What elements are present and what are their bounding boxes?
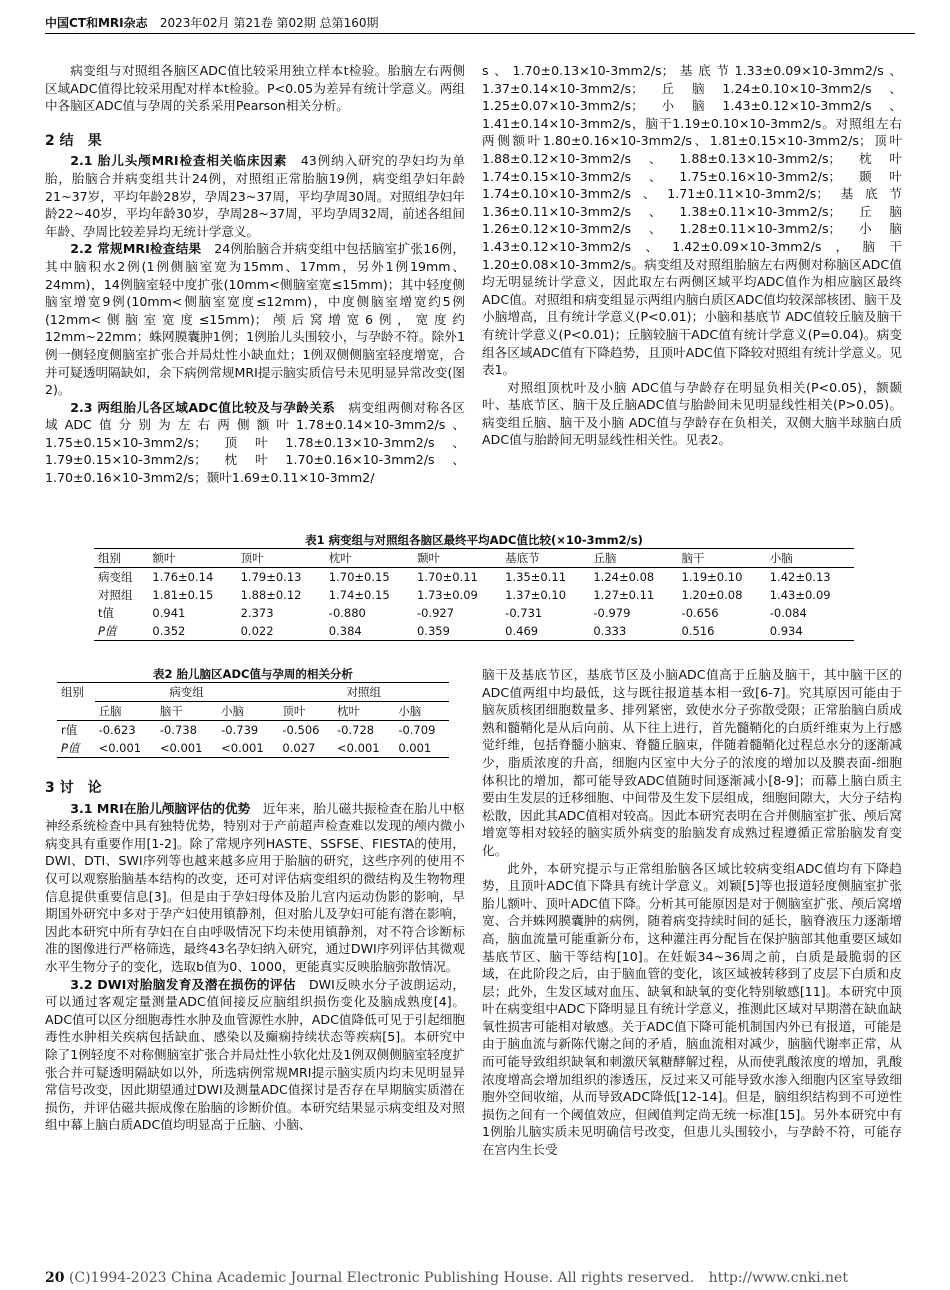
table-row: [94, 568, 854, 587]
discussion-continued: 脑干及基底节区，基底节区及小脑ADC值高于丘脑及脑干，其中脑干区的ADC值两组中均最低，这与既往报道基本相一致[6-7]。究其原因可能由于脑灰质核团细胞数量多、排列紧密，致使水分子弥散受限；正常胎脑白质成熟和髓鞘化是从后向前、从下往上进行，首先髓鞘化的白质纤维束为上行感觉纤维，包括脊髓小脑束、脊髓丘脑束，伴随着髓鞘化过程总水分的逐渐减少，脂质浓度的升高，细胞内区室中大分子的浓度的增加以及膜表面-细胞体积比的增加，都可能导致ADC值随时间逐渐减小[8-9]；而幕上脑白质主要由生发层的迁移细胞、中间带及生发下层组成，细胞间隙大，大分子结构松散，因此其ADC值相对较高。因此本研究表明在合并侧脑室扩张、颅后窝增宽等相对较轻的脑实质外病变的胎脑发育成熟过程遵循正常胎脑发育变化。: [482, 667, 902, 858]
table-row: [94, 604, 854, 622]
table-cell: -0.728: [337, 723, 375, 737]
table2-subheader: 小脑: [217, 702, 278, 721]
table-row: [94, 586, 854, 604]
section-3-2-text: DWI反映水分子波朗运动，可以通过客观定量测量ADC值间接反应脑组织损伤变化及脑成熟度[4]。ADC值可以区分细胞毒性水肿及血管源性水肿，ADC值降低可见于引起细胞毒性水肿相关疾病包括缺血、感染以及癫痫持续状态等疾病[5]。本研究中除了1例轻度不对称侧脑室扩张合并局灶性小软化灶及1例双侧侧脑室轻度扩张合并可疑透明隔缺如以外，所选病例常规MRI提示脑实质内均未见明显异常信号改变，因此期望通过DWI及测量ADC值探讨是否存在早期脑实质潜在损伤，并评估磁共振成像在胎脑的诊断价值。本研究结果显示病变组及对照组中幕上脑白质ADC值均明显高于丘脑、小脑、: [45, 976, 465, 1133]
table-cell: t值: [98, 606, 115, 620]
right-column-top: [482, 62, 902, 449]
section-3-1-text: 近年来，胎儿磁共振检查在胎儿中枢神经系统检查中具有独特优势，特别对于产前超声检查难以发现的颅内微小病变具有重要作用[1-2]。除了常规序列HASTE、SSFSE、FIESTA的使用，DWI、DTI、SWI序列等也越来越多应用于胎脑的研究，这些序列的使用不仅可以观察胎脑基本结构的改变，还可对评估病变组织的微结构及生物物理信息提供重要信息[3]。但是由于孕妇母体及胎儿宫内运动伪影的影响，早期国外研究中多对于孕产妇使用镇静剂，但对胎儿及孕妇可能有潜在影响，因此本研究中所有孕妇在自由呼吸情况下均未使用镇静剂，对不符合诊断标准的图像进行严格筛选，最终43名孕妇纳入研究，通过DWI序列评估其微观水平生物分子的变化，选取b值为0、1000，更能真实反映胎脑弥散情况。: [45, 800, 465, 974]
issue-info: 2023年02月 第21卷 第02期 总第160期: [159, 16, 379, 30]
right-column-bottom: [482, 666, 902, 1159]
table-cell: 1.73±0.09: [416, 588, 478, 602]
table-cell: 2.373: [240, 606, 274, 620]
correlation-paragraph: 对照组顶枕叶及小脑 ADC值与孕龄存在明显负相关(P<0.05)，额颞叶、基底节区、脑干及丘脑ADC值与胎龄间未见明显线性相关(P>0.05)。病变组丘脑、脑干及小脑 ADC值与孕龄存在负相关，双侧大脑半球脑白质 ADC值与胎龄间无明显线性相关性。见表2。: [482, 379, 902, 448]
page-footer: [45, 1270, 848, 1286]
section-3-2-title: 3.2 DWI对胎脑发育及潜在损伤的评估: [70, 976, 296, 992]
table-cell: 0.469: [505, 624, 539, 638]
table-cell: r值: [61, 723, 78, 737]
table1-header: 基底节: [501, 549, 589, 568]
table-cell: 0.352: [152, 624, 186, 638]
table1: [94, 548, 854, 641]
table-cell: -0.738: [159, 723, 197, 737]
section-2-3: [45, 399, 465, 487]
table-cell: 1.20±0.08: [681, 588, 743, 602]
table-cell: 病变组: [98, 570, 133, 584]
table2-subheader: 顶叶: [278, 702, 333, 721]
running-header: [45, 14, 915, 31]
section-discussion-heading: 3 讨 论: [45, 780, 102, 796]
table2-subheader: 脑干: [156, 702, 217, 721]
table1-header: 丘脑: [589, 549, 677, 568]
table2-group-row: [57, 683, 449, 702]
section-2-3-text: 病变组两侧对称各区域ADC值分别为左右两侧额叶1.78±0.14×10-3mm2/s、1.75±0.15×10-3mm2/s；顶叶1.78±0.13×10-3mm2/s、1.79±0.15×10-3mm2/s；枕叶1.70±0.16×10-3mm2/s、1.70±0.16×10-3mm2/s；颞叶1.69±0.11×10-3mm2/: [45, 399, 466, 486]
copyright-text: (C)1994-2023 China Academic Journal Electronic Publishing House. All rights reserved.: [68, 1270, 695, 1286]
table-cell: <0.001: [159, 741, 203, 755]
footer-url: http://www.cnki.net: [708, 1270, 848, 1286]
table-cell: <0.001: [221, 741, 264, 755]
table-cell: P值: [61, 741, 80, 755]
table-cell: 对照组: [98, 588, 133, 602]
section-2-1-text: 43例纳入研究的孕妇均为单胎，胎脑合并病变组共计24例，对照组正常胎脑19例，病变组孕妇年龄21~37岁，平均年龄28岁，孕周23~37周，平均孕周30周。对照组孕妇年龄22~40岁，平均年龄30岁，孕周28~37周，平均孕周32周，前述各组间年龄、孕周比较差异均无统计学意义。: [45, 153, 465, 239]
section-3-2: [45, 976, 465, 1134]
table1-header: 顶叶: [237, 549, 325, 568]
table-cell: 0.359: [416, 624, 450, 638]
table-cell: 0.333: [593, 624, 627, 638]
discussion-paragraph-2: 此外，本研究提示与正常组胎脑各区域比较病变组ADC值均有下降趋势，且顶叶ADC值下降具有统计学意义。刘颖[5]等也报道轻度侧脑室扩张胎儿额叶、顶叶ADC值下降。分析其可能原因是对于侧脑室扩张、颅后窝增宽、合并蛛网膜囊肿的病例，随着病变持续时间的延长，脑脊液压力逐渐增高，脑血流量可能重新分布，这种灌注再分配旨在保护脑部其他重要区域如基底节区、脑干等结构[10]。在妊娠34~36周之前，白质是最脆弱的区域，在此阶段之后，由于脑血管的变化，该区域被转移到了皮层下白质和皮层；此外，生发区域对血压、缺氧和缺氧的变化特别敏感[11]。本研究中顶叶在病变组中ADC下降明显且有统计学意义，推测此区域对早期潜在缺血缺氧性损害可能相对敏感。关于ADC值下降可能机制国内外已有报道，可能是由于脑血流与新陈代谢之间的矛盾，脑血流相对减少，脑脑代谢率正常，从而可能导致组织缺氧和刺激厌氧糖酵解过程，从而使乳酸浓度的增加，乳酸浓度增高会增加组织的渗透压，反过来又可能导致水渗入细胞内区室导致细胞外空间收缩，从而导致ADC降低[12-14]。但是，脑组织结构到不可逆性损伤之间有一个阈值效应，但阈值判定尚无统一标准[15]。另外本研究中有1例胎儿脑实质未见明确信号改变，但患儿头围较小，与孕龄不符，可能存在宫内生长受: [482, 860, 902, 1158]
table2: [57, 682, 449, 758]
table-cell: 1.42±0.13: [769, 570, 831, 584]
table1-header: 组别: [94, 549, 148, 568]
section-3-1-title: 3.1 MRI在胎儿颅脑评估的优势: [70, 800, 251, 816]
table2-caption: 表2 胎儿脑区ADC值与孕周的相关分析: [153, 667, 353, 681]
table-cell: 1.88±0.12: [240, 588, 302, 602]
header-rule: [45, 33, 915, 34]
table-cell: 1.19±0.10: [681, 570, 743, 584]
section-results-heading: 2 结 果: [45, 132, 102, 149]
table-cell: -0.709: [398, 723, 436, 737]
table-cell: -0.979: [593, 606, 631, 620]
table-row: [94, 622, 854, 641]
table-cell: -0.731: [505, 606, 543, 620]
table1-header-row: [94, 549, 854, 568]
table2-subheader: 枕叶: [333, 702, 394, 721]
results-continued: s、1.70±0.13×10-3mm2/s；基底节1.33±0.09×10-3mm2/s、1.37±0.14×10-3mm2/s；丘脑1.24±0.10×10-3mm2/s、1.25±0.07×10-3mm2/s；小脑1.43±0.12×10-3mm2/s、1.41±0.14×10-3mm2/s，脑干1.19±0.10×10-3mm2/s。对照组左右两侧额叶1.80±0.16×10-3mm2/s、1.81±0.15×10-3mm2/s；顶叶1.88±0.12×10-3mm2/s、1.88±0.13×10-3mm2/s；枕叶1.74±0.15×10-3mm2/s、1.75±0.16×10-3mm2/s；颞叶1.74±0.10×10-3mm2/s、1.71±0.11×10-3mm2/s；基底节1.36±0.11×10-3mm2/s、1.38±0.11×10-3mm2/s；丘脑1.26±0.12×10-3mm2/s、1.28±0.11×10-3mm2/s；小脑1.43±0.12×10-3mm2/s、1.42±0.09×10-3mm2/s，脑干1.20±0.08×10-3mm2/s。病变组及对照组胎脑左右两侧对称脑区ADC值均无明显统计学意义，因此取左右两侧区域平均ADC值作为相应脑区最终ADC值。对照组和病变组显示两组内脑白质区ADC值均较深部核团、脑干及小脑增高，且有统计学意义(P<0.01)；小脑和基底节 ADC值较丘脑及脑干有统计学意义(P<0.01)；丘脑较脑干ADC值有统计学意义(P=0.04)。病变组各区域ADC值有下降趋势，且顶叶ADC值下降较对照组有统计学意义。见表1。: [482, 63, 902, 378]
table2-group-label: 组别: [61, 685, 84, 700]
section-2-3-title: 2.3 两组胎儿各区域ADC值比较及与孕龄关系: [70, 399, 336, 415]
table-cell: 1.81±0.15: [152, 588, 214, 602]
table2-empty-cell: [57, 702, 95, 721]
table-cell: -0.623: [98, 723, 136, 737]
table1-header: 脑干: [678, 549, 766, 568]
table-cell: -0.927: [416, 606, 455, 620]
table2-subheader: 丘脑: [95, 702, 156, 721]
table-cell: 0.027: [282, 741, 316, 755]
page-number: 20: [45, 1270, 65, 1286]
methods-paragraph: 病变组与对照组各脑区ADC值比较采用独立样本t检验。胎脑左右两侧区域ADC值得比较采用配对样本t检验。P<0.05为差异有统计学意义。两组中各脑区ADC值与孕周的关系采用Pearson相关分析。: [45, 63, 465, 114]
table-cell: -0.880: [328, 606, 366, 620]
table-row: [57, 721, 449, 740]
table-cell: 0.516: [681, 624, 715, 638]
section-3-1: [45, 800, 465, 976]
table-cell: <0.001: [98, 741, 142, 755]
table-cell: 1.27±0.11: [593, 588, 655, 602]
section-2-1-title: 2.1 胎儿头颅MRI检查相关临床因素: [70, 153, 288, 169]
table-row: [57, 739, 449, 758]
table1-header: 枕叶: [325, 549, 413, 568]
table2-subheader-row: [57, 702, 449, 721]
table2-group-lesion: 病变组: [95, 683, 279, 702]
table-cell: 0.001: [398, 741, 432, 755]
table-cell: -0.656: [681, 606, 719, 620]
table-cell: 1.35±0.11: [505, 570, 567, 584]
table1-header: 额叶: [148, 549, 236, 568]
table-cell: 0.022: [240, 624, 274, 638]
section-2-2-title: 2.2 常规MRI检查结果: [70, 241, 202, 257]
table1-header: 颞叶: [413, 549, 501, 568]
table-cell: 1.79±0.13: [240, 570, 302, 584]
table-cell: 1.37±0.10: [505, 588, 567, 602]
table-cell: -0.506: [282, 723, 320, 737]
table2-group-control: 对照组: [278, 683, 449, 702]
table-cell: -0.739: [221, 723, 259, 737]
left-column-bottom: [45, 780, 465, 1134]
table-cell: 1.43±0.09: [769, 588, 831, 602]
table-cell: -0.084: [769, 606, 807, 620]
table-cell: <0.001: [337, 741, 380, 755]
table-cell: 1.76±0.14: [152, 570, 214, 584]
table-cell: 1.70±0.15: [328, 570, 390, 584]
table1-caption: 表1 病变组与对照组各脑区最终平均ADC值比较(×10-3mm2/s): [305, 533, 643, 547]
table-cell: 1.24±0.08: [593, 570, 655, 584]
table2-subheader: 小脑: [394, 702, 449, 721]
table-cell: 0.934: [769, 624, 803, 638]
left-column-top: [45, 62, 465, 487]
table-cell: P值: [98, 624, 117, 638]
table1-header: 小脑: [766, 549, 854, 568]
journal-name: 中国CT和MRI杂志: [45, 16, 148, 30]
table-cell: 1.70±0.11: [416, 570, 478, 584]
section-2-2-text: 24例胎脑合并病变组中包括脑室扩张16例，其中脑积水2例(1例侧脑室宽为15mm、17mm，另外1例19mm、24mm)，14例脑室轻中度扩张(10mm<侧脑室宽≤15mm)；其中轻度侧脑室增宽9例(10mm<侧脑室宽度≤12mm)，中度侧脑室增宽约5例(12mm<侧脑室宽度≤15mm)；颅后窝增宽6例，宽度约12mm~22mm；蛛网膜囊肿1例；1例胎儿头围较小，与孕龄不符。除外1例一侧轻度侧脑室扩张合并局灶性小缺血灶；1例双侧侧脑室轻度增宽，合并可疑透明隔缺如，余下病例常规MRI提示脑实质信号未见明显异常改变(图2)。: [45, 241, 465, 398]
table-cell: 0.384: [328, 624, 362, 638]
table-cell: 1.74±0.15: [328, 588, 390, 602]
section-2-2: [45, 240, 465, 398]
section-2-1: [45, 152, 465, 240]
table-cell: 0.941: [152, 606, 186, 620]
